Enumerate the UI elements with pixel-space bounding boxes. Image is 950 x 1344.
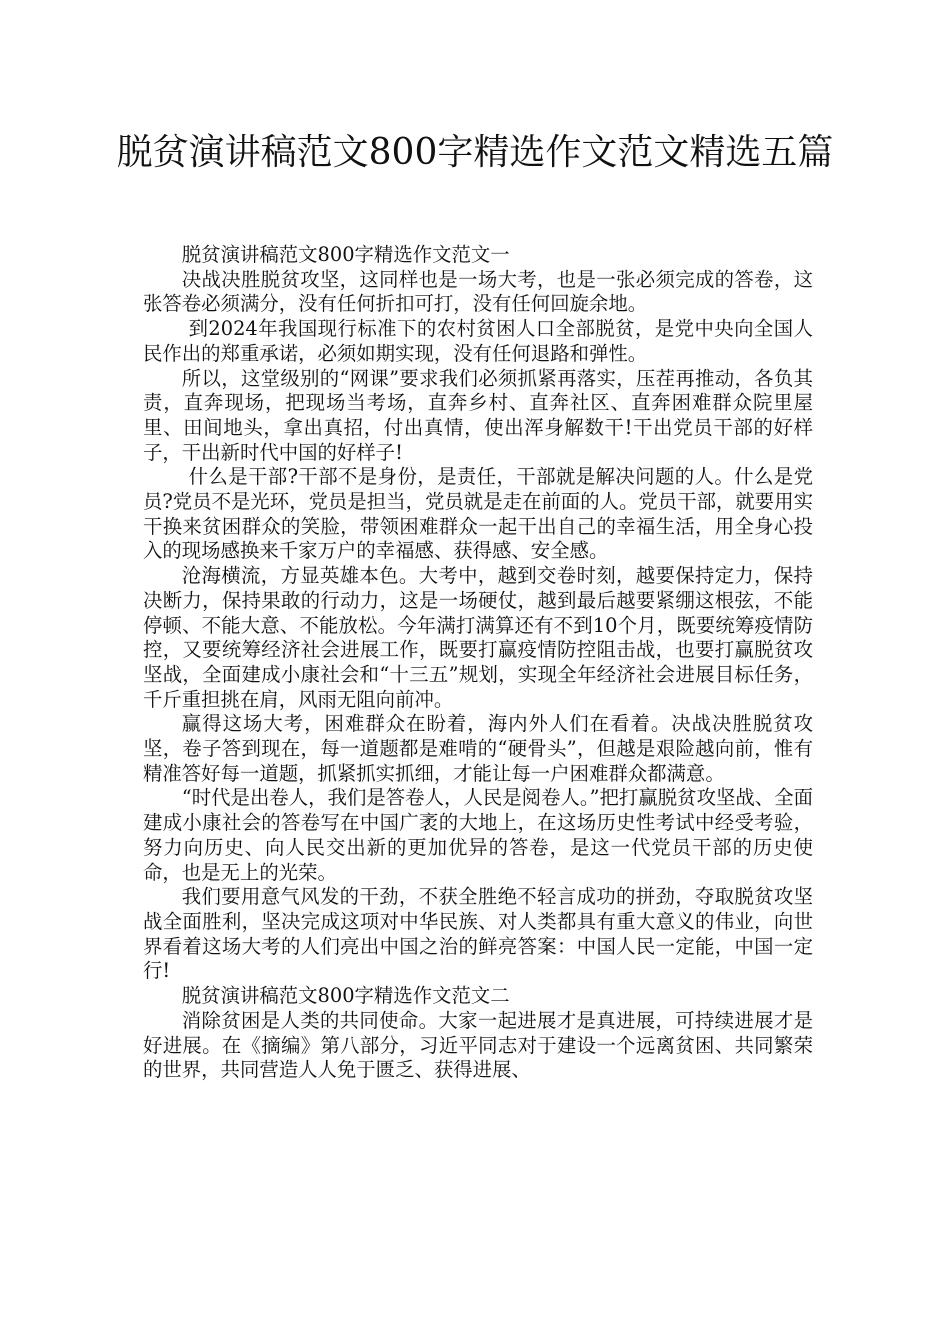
body-paragraph: 消除贫困是人类的共同使命。大家一起进展才是真进展，可持续进展才是好进展。在《摘编》第八部分，习近平同志对于建设一个远离贫困、共同繁荣的世界，共同营造人人免于匮乏、获得进展、	[143, 1008, 813, 1082]
body-paragraph: “时代是出卷人，我们是答卷人，人民是阅卷人。”把打赢脱贫攻坚战、全面建成小康社会的答卷写在中国广袤的大地上，在这场历史性考试中经受考验，努力向历史、向人民交出新的更加优异的答卷，是这一代党员干部的历史使命，也是无上的光荣。	[143, 786, 813, 884]
body-paragraph: 什么是干部?干部不是身份，是责任，干部就是解决问题的人。什么是党员?党员不是光环，党员是担当，党员就是走在前面的人。党员干部，就要用实干换来贫困群众的笑脸，带领困难群众一起干出自己的幸福生活，用全身心投入的现场感换来千家万户的幸福感、获得感、安全感。	[143, 465, 813, 563]
body-paragraph: 沧海横流，方显英雄本色。大考中，越到交卷时刻，越要保持定力，保持决断力，保持果敢的行动力，这是一场硬仗，越到最后越要紧绷这根弦，不能停顿、不能大意、不能放松。今年满打满算还有不到10个月，既要统筹疫情防控，又要统筹经济社会进展工作，既要打赢疫情防控阻击战，也要打赢脱贫攻坚战，全面建成小康社会和“十三五”规划，实现全年经济社会进展目标任务，千斤重担挑在肩，风雨无阻向前冲。	[143, 564, 813, 711]
body-paragraph: 到2024年我国现行标准下的农村贫困人口全部脱贫，是党中央向全国人民作出的郑重承诺，必须如期实现，没有任何退路和弹性。	[143, 317, 813, 365]
document-title: 脱贫演讲稿范文800字精选作文范文精选五篇	[116, 132, 834, 173]
body-paragraph: 所以，这堂级别的“网课”要求我们必须抓紧再落实，压茬再推动，各负其责，直奔现场，把现场当考场，直奔乡村、直奔社区、直奔困难群众院里屋里、田间地头，拿出真招，付出真情，使出浑身解数干!干出党员干部的好样子，干出新时代中国的好样子!	[143, 366, 813, 464]
document-body	[143, 243, 813, 1083]
section-heading-two: 脱贫演讲稿范文800字精选作文范文二	[181, 984, 510, 1008]
body-paragraph: 我们要用意气风发的干劲，不获全胜绝不轻言成功的拼劲，夺取脱贫攻坚战全面胜利，坚决完成这项对中华民族、对人类都具有重大意义的伟业，向世界看着这场大考的人们亮出中国之治的鲜亮答案：中国人民一定能，中国一定行!	[143, 885, 813, 983]
section-heading-one: 脱贫演讲稿范文800字精选作文范文一	[181, 243, 510, 266]
body-paragraph: 决战决胜脱贫攻坚，这同样也是一场大考，也是一张必须完成的答卷，这张答卷必须满分，没有任何折扣可打，没有任何回旋余地。	[143, 267, 813, 316]
body-paragraph: 赢得这场大考，困难群众在盼着，海内外人们在看着。决战决胜脱贫攻坚，卷子答到现在，每一道题都是难啃的“硬骨头”，但越是艰险越向前，惟有精准答好每一道题，抓紧抓实抓细，才能让每一户困难群众都满意。	[143, 712, 813, 785]
